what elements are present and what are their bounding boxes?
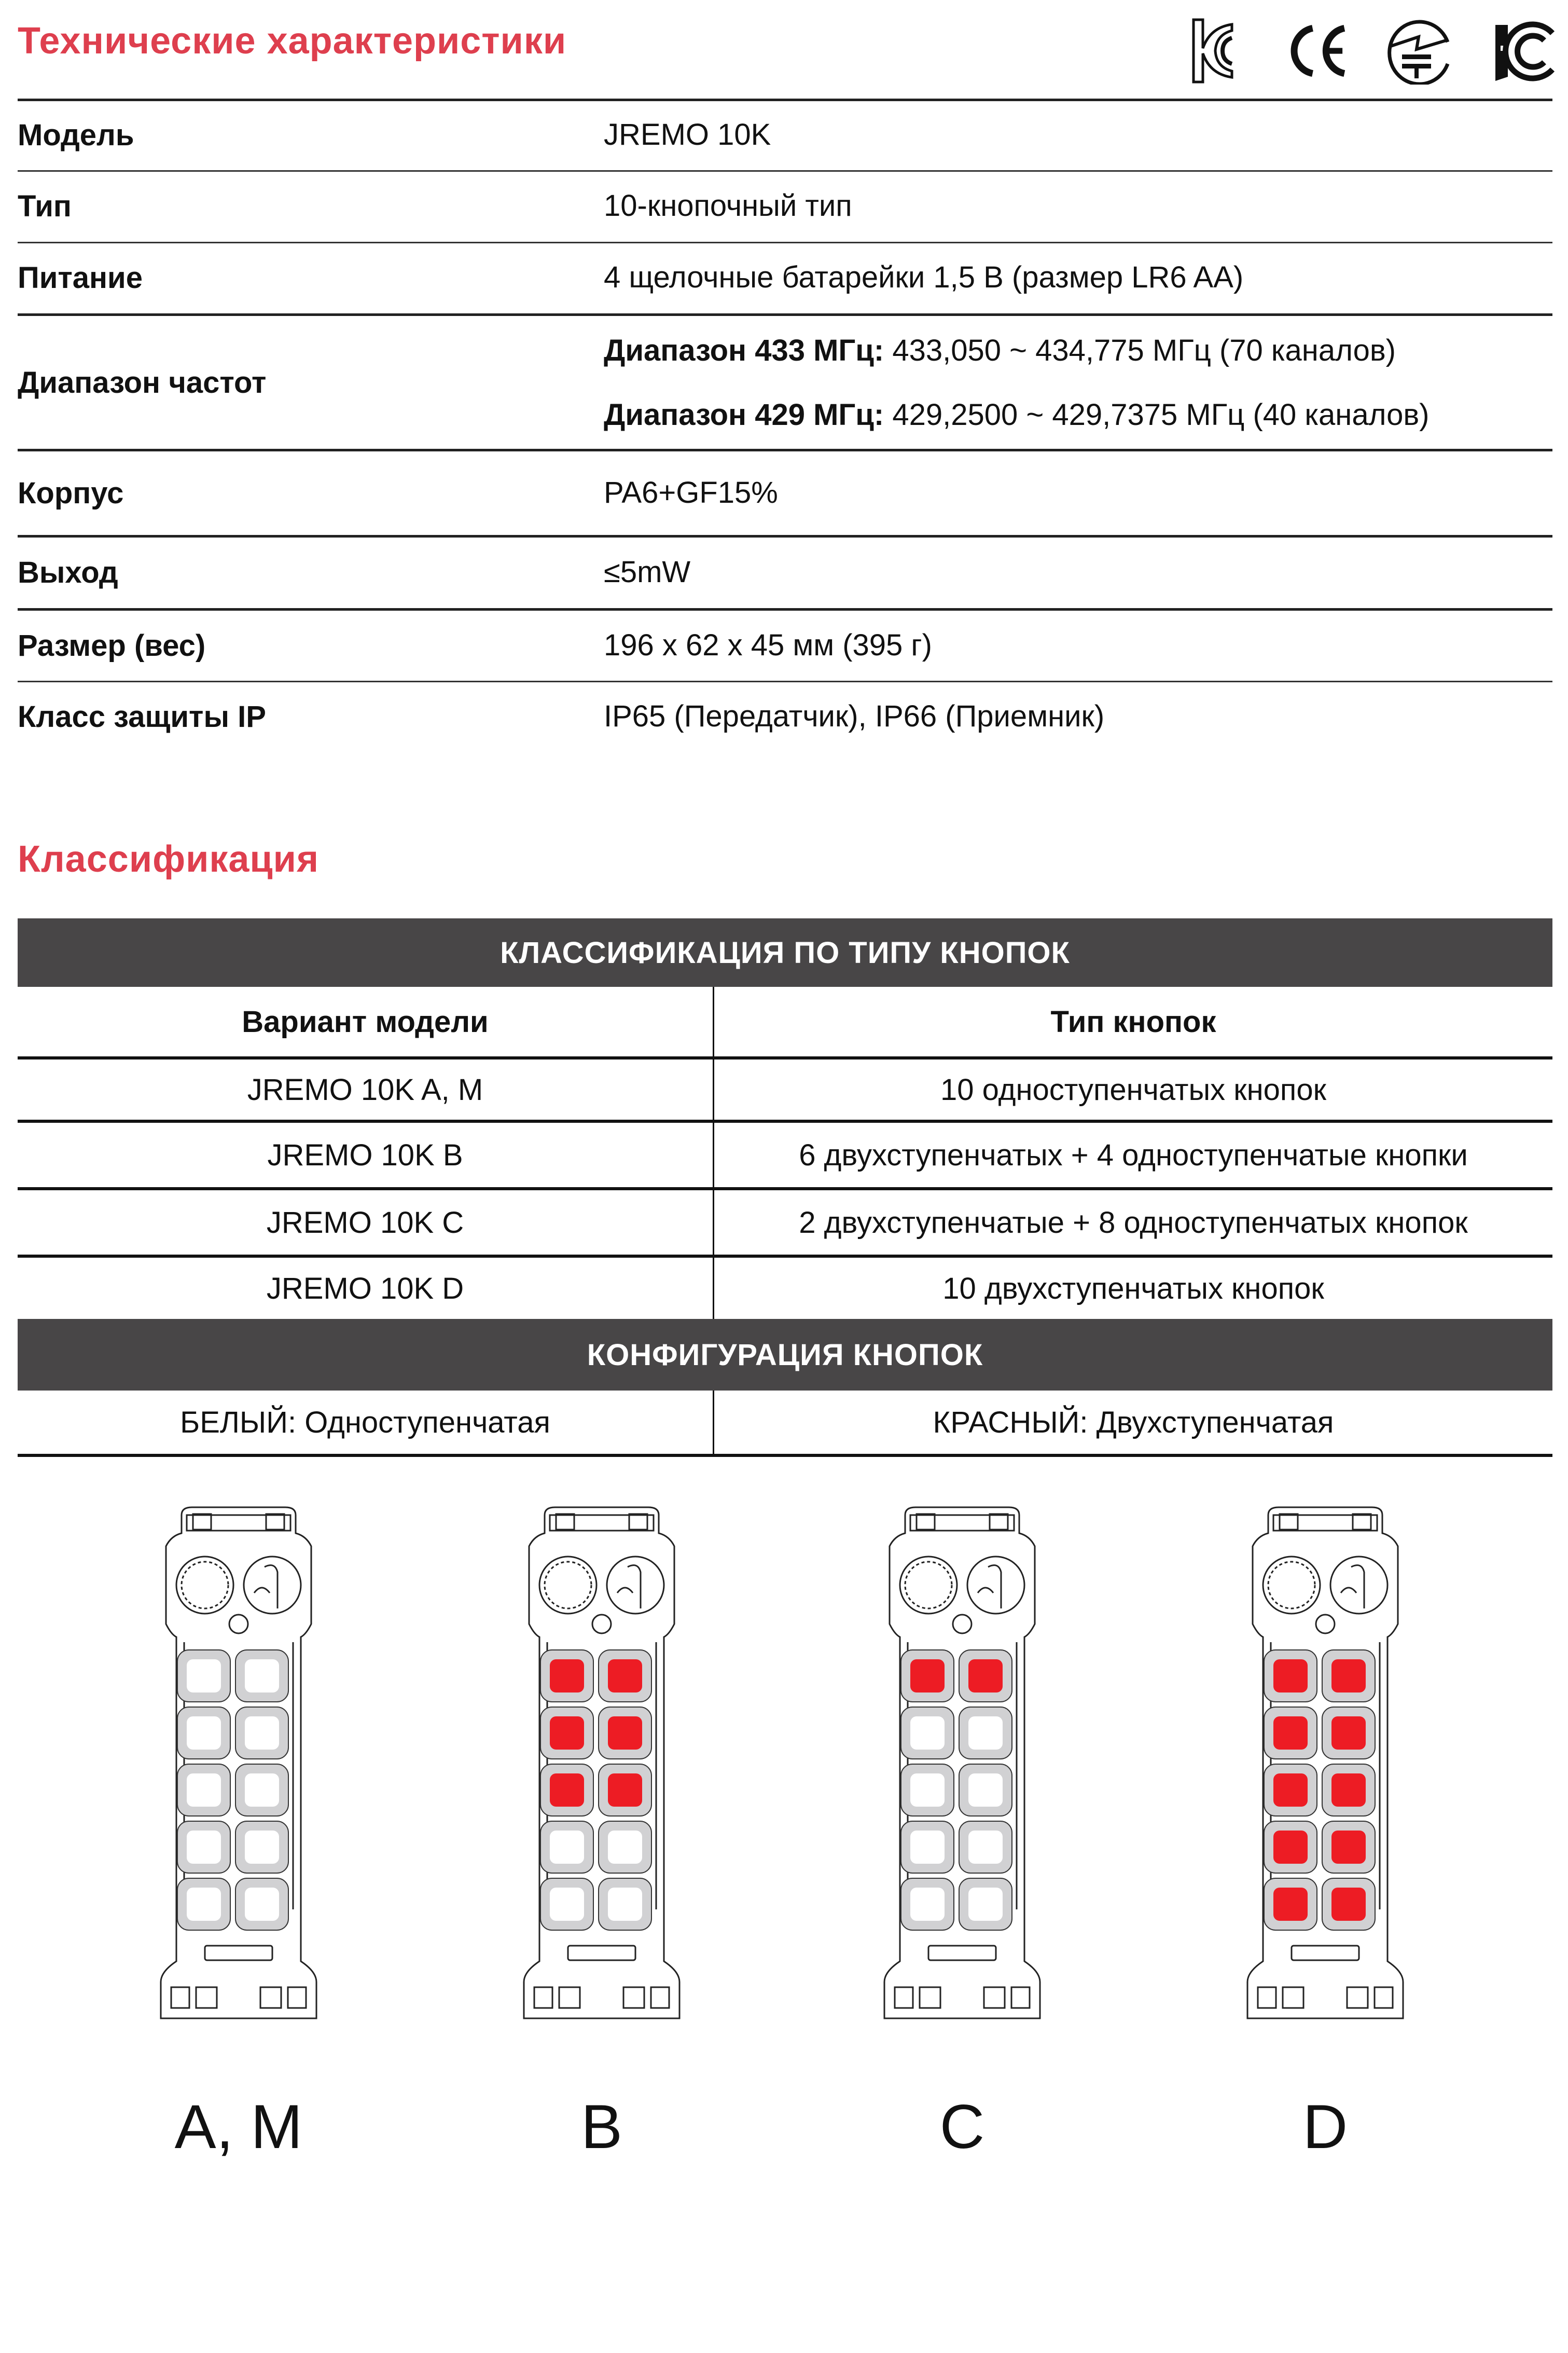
remote-illustrations (0, 1505, 1568, 2162)
spec-value: 4 щелочные батарейки 1,5 В (размер LR6 AA) (604, 260, 1244, 294)
spec-label: Размер (вес) (18, 628, 206, 663)
model-variant-cell: JREMO 10K D (18, 1258, 714, 1319)
spec-label: Модель (18, 118, 134, 152)
remote-variant-am (150, 1505, 327, 2024)
remote-control-icon (514, 1505, 690, 2024)
spec-value: 196 x 62 x 45 мм (395 г) (604, 628, 932, 662)
band-label: Диапазон 429 МГц: (604, 397, 884, 432)
ce-mark-icon (1283, 17, 1350, 85)
spec-row-size (18, 610, 1552, 681)
band-value: 433,050 ~ 434,775 МГц (70 каналов) (884, 333, 1396, 367)
table-row (18, 1059, 1552, 1123)
remote-label-d: D (1302, 2092, 1348, 2162)
spec-row-type (18, 172, 1552, 240)
band-label: Диапазон 433 МГц: (604, 333, 884, 367)
remote-label-c: C (939, 2092, 985, 2162)
table-row (18, 1258, 1552, 1319)
spec-label: Корпус (18, 476, 124, 510)
spec-value: IP65 (Передатчик), IP66 (Приемник) (604, 699, 1105, 733)
specs-title: Технические характеристики (18, 20, 567, 62)
remote-variant-b (514, 1505, 690, 2024)
column-header-button-type: Тип кнопок (1050, 1005, 1216, 1039)
button-type-cell: 6 двухступенчатых + 4 одноступенчатые кнопки (799, 1138, 1468, 1172)
config-row (18, 1391, 1552, 1457)
remote-label-b: B (580, 2092, 623, 2162)
spec-value: ≤5mW (604, 555, 691, 589)
table-column-headers (18, 987, 1552, 1059)
remote-control-icon (1237, 1505, 1413, 2024)
spec-value: 10-кнопочный тип (604, 189, 852, 223)
model-variant-cell: JREMO 10K C (18, 1190, 714, 1255)
button-type-cell: 10 двухступенчатых кнопок (942, 1271, 1324, 1305)
spec-row-frequency (18, 317, 1552, 449)
spec-value: PA6+GF15% (604, 476, 778, 510)
spec-row-power (18, 244, 1552, 311)
spec-value: JREMO 10K (604, 118, 771, 152)
classification-title: Классификация (18, 838, 319, 880)
frequency-band-429 (604, 383, 1429, 447)
divider (18, 170, 1552, 172)
model-variant-cell: JREMO 10K B (18, 1123, 714, 1187)
band-value: 429,2500 ~ 429,7375 МГц (40 каналов) (884, 397, 1430, 432)
config-white-cell: БЕЛЫЙ: Одноступенчатая (18, 1391, 714, 1454)
model-variant-cell: JREMO 10K A, M (18, 1059, 714, 1120)
button-type-cell: 10 одноступенчатых кнопок (940, 1072, 1326, 1107)
table-row (18, 1190, 1552, 1258)
spec-label: Выход (18, 555, 118, 589)
spec-row-model (18, 101, 1552, 169)
certification-logos (1179, 15, 1558, 87)
divider (18, 242, 1552, 243)
frequency-band-433 (604, 319, 1429, 383)
column-header-model-variant: Вариант модели (18, 987, 714, 1056)
remote-variant-d (1237, 1505, 1413, 2024)
remote-label-am: A, M (174, 2092, 303, 2162)
remote-variant-c (874, 1505, 1050, 2024)
spec-label: Питание (18, 260, 143, 295)
classification-table (18, 918, 1552, 1457)
kc-mark-icon (1179, 17, 1246, 85)
table-header-button-type: КЛАССИФИКАЦИЯ ПО ТИПУ КНОПОК (18, 918, 1552, 987)
spec-row-housing (18, 451, 1552, 534)
spec-row-output (18, 537, 1552, 608)
spec-label: Диапазон частот (18, 366, 267, 400)
telec-mark-icon (1386, 17, 1454, 85)
spec-label: Класс защиты IP (18, 699, 266, 734)
config-red-cell: КРАСНЫЙ: Двухступенчатая (933, 1405, 1334, 1439)
table-header-button-config: КОНФИГУРАЦИЯ КНОПОК (18, 1319, 1552, 1391)
spec-label: Тип (18, 189, 72, 223)
divider (18, 681, 1552, 682)
remote-control-icon (874, 1505, 1050, 2024)
table-row (18, 1123, 1552, 1190)
remote-control-icon (150, 1505, 327, 2024)
fcc-mark-icon (1490, 17, 1558, 85)
divider (18, 313, 1552, 316)
spec-row-ip (18, 683, 1552, 750)
button-type-cell: 2 двухступенчатые + 8 одноступенчатых кнопок (799, 1205, 1468, 1240)
